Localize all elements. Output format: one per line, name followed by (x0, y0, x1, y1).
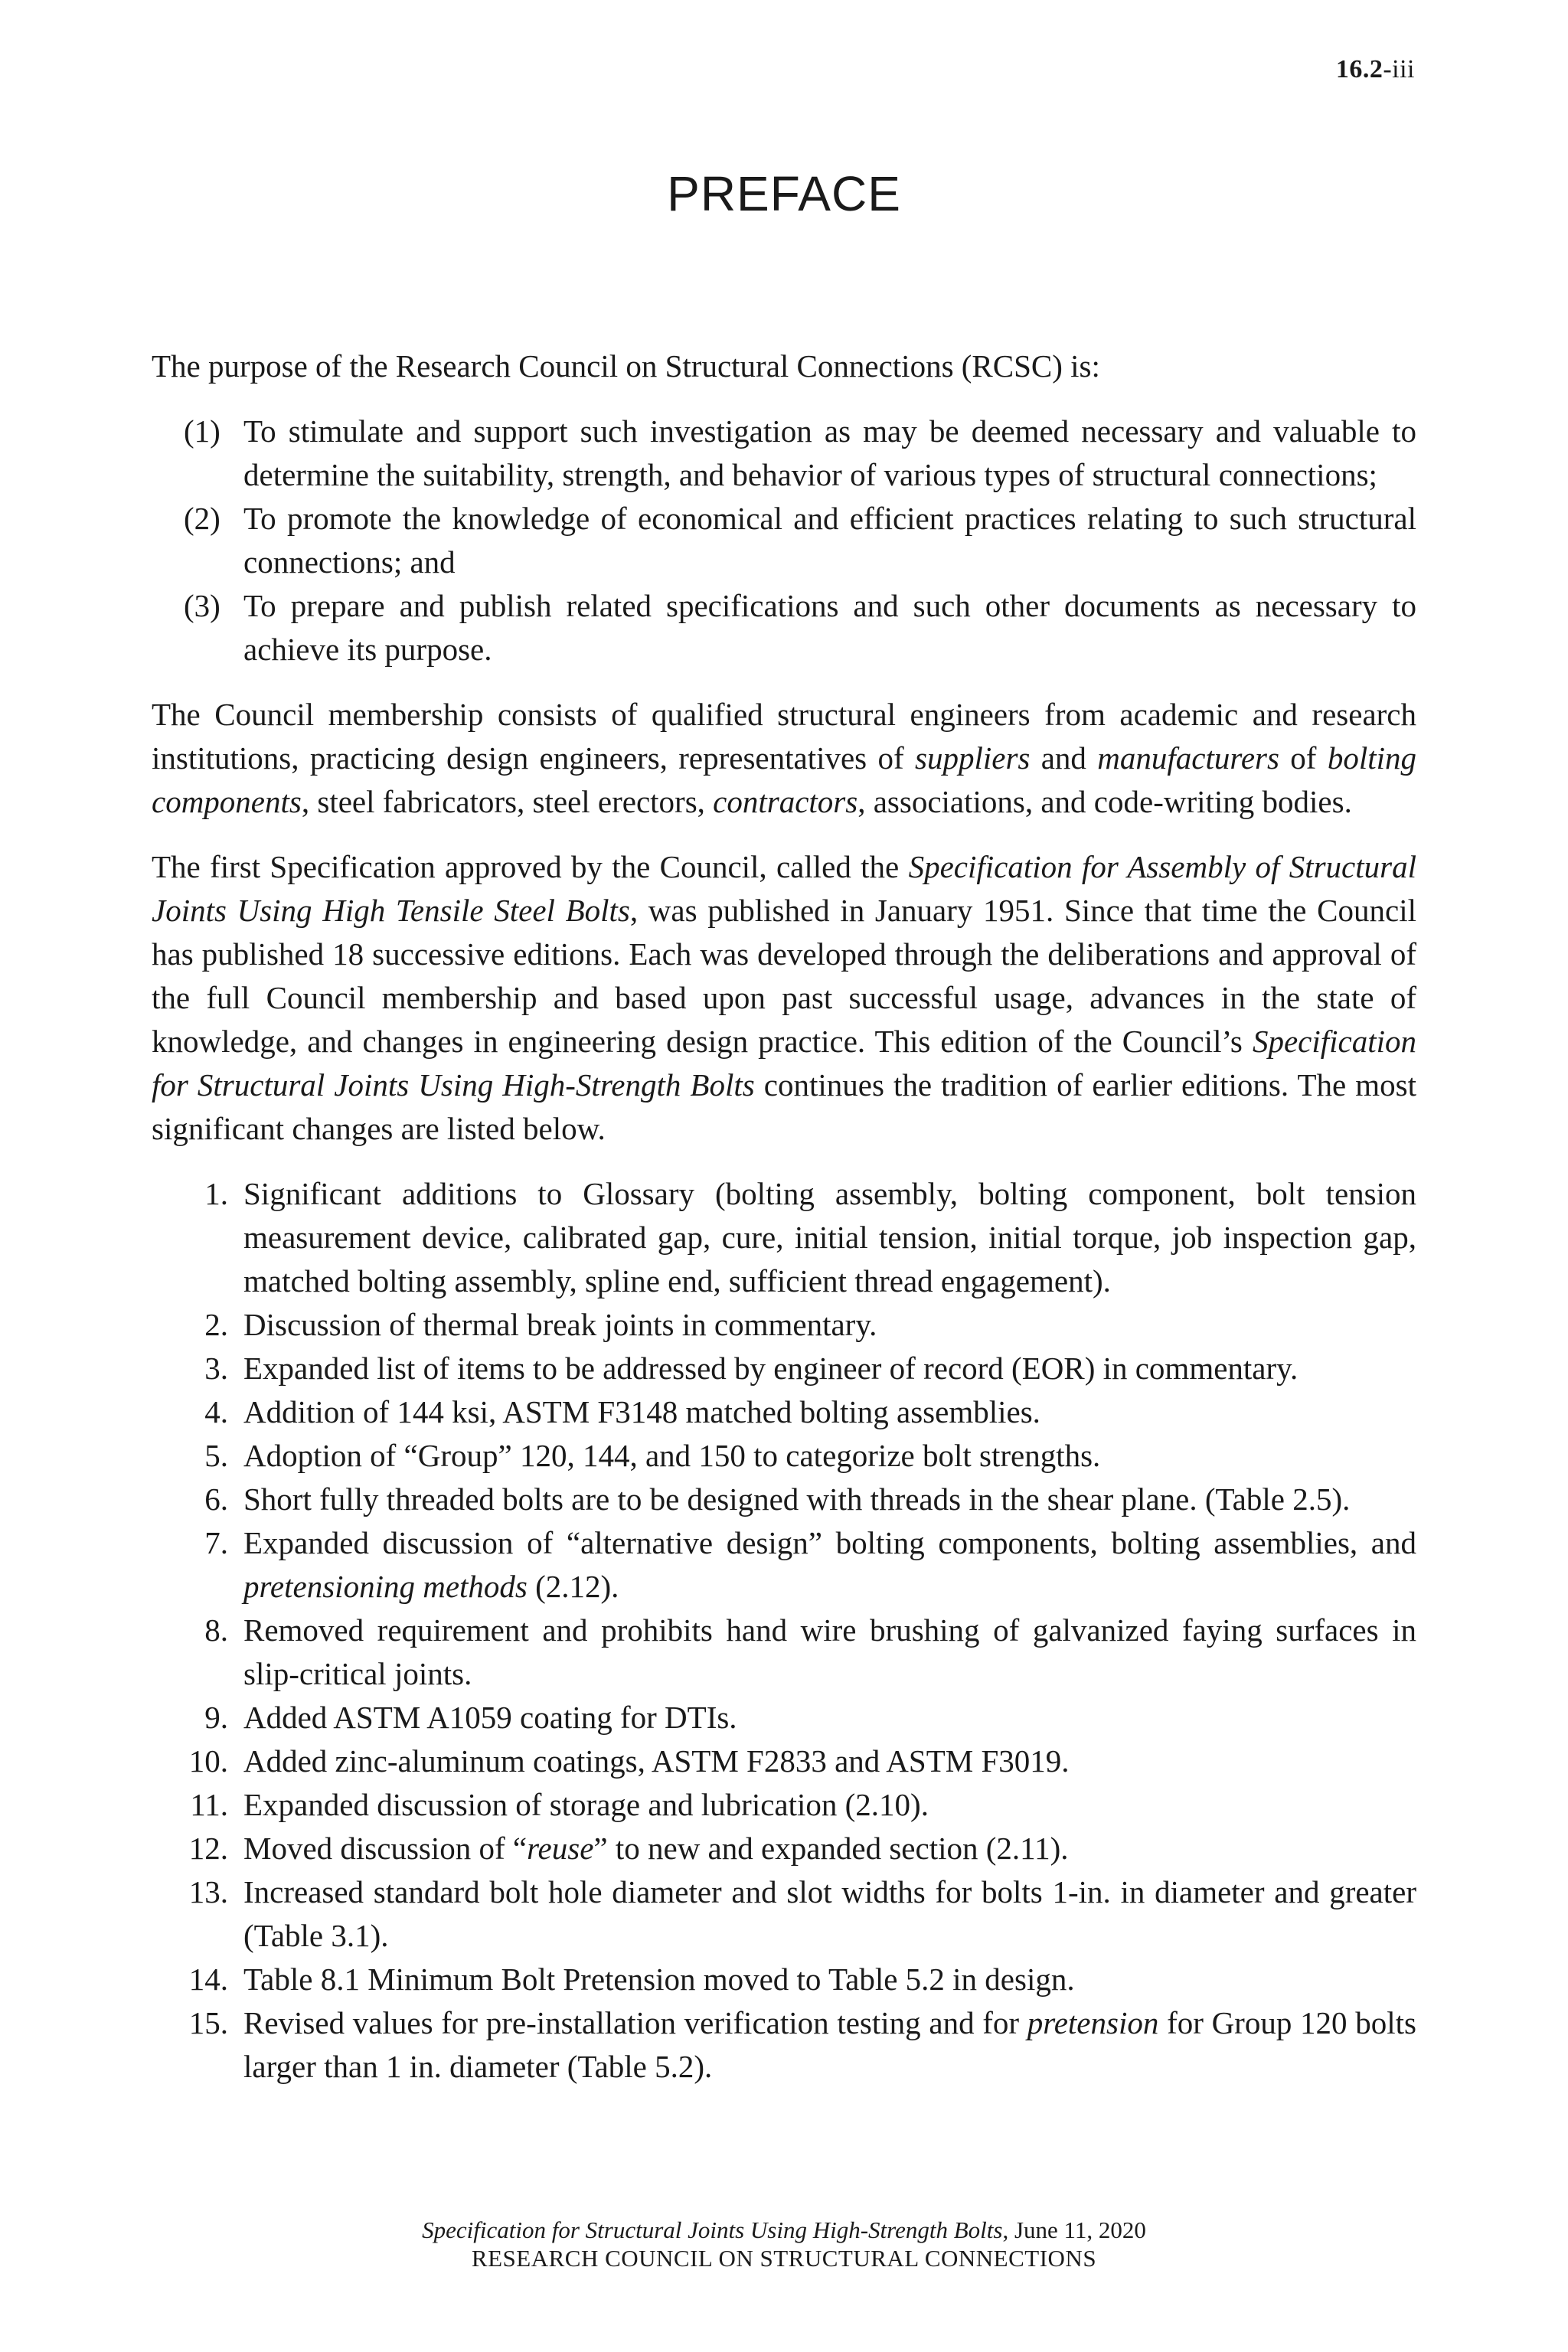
change-number: 5. (204, 1438, 228, 1473)
footer-spec-line (0, 2216, 1568, 2244)
membership-term: manufacturers (1097, 740, 1279, 776)
change-item (152, 1478, 1416, 1521)
change-item (152, 1740, 1416, 1783)
change-number: 6. (204, 1481, 228, 1517)
change-number: 15. (188, 2005, 228, 2040)
change-number: 3. (204, 1351, 228, 1386)
footer-date: , June 11, 2020 (1002, 2216, 1146, 2243)
change-number: 11. (190, 1787, 228, 1822)
change-number: 9. (204, 1700, 228, 1735)
membership-text: , steel fabricators, steel erectors, (301, 784, 714, 819)
history-text: The first Specification approved by the Council, called the (152, 849, 909, 884)
change-item (152, 1347, 1416, 1390)
change-text-after: for Group 120 bolts larger than 1 in. diameter (Table 5.2). (243, 2005, 1416, 2084)
change-item (152, 1434, 1416, 1478)
history-spec-title: Specification for Structural Joints Using High-Strength Bolts (152, 1024, 1416, 1102)
membership-text: and (1030, 740, 1098, 776)
change-italic-term: reuse (527, 1831, 594, 1866)
purpose-text: To promote the knowledge of economical and efficient practices relating to such structural connections; and (243, 501, 1416, 580)
change-text: Added zinc-aluminum coatings, ASTM F2833 and ASTM F3019. (243, 1743, 1070, 1779)
membership-text: , associations, and code-writing bodies. (858, 784, 1352, 819)
footer-spec-title: Specification for Structural Joints Using High-Strength Bolts (422, 2216, 1003, 2243)
purpose-marker: (3) (184, 588, 220, 623)
change-text: Significant additions to Glossary (bolting assembly, bolting component, bolt tension measurement device, calibrated gap, cure, initial tension, initial torque, job inspection gap, matched bolting assembly, spline end, sufficient thread engagement). (243, 1176, 1416, 1298)
change-text: Increased standard bolt hole diameter and slot widths for bolts 1-in. in diameter and greater (Table 3.1). (243, 1874, 1416, 1953)
change-text: Moved discussion of “ (243, 1831, 528, 1866)
change-text-after: ” to new and expanded section (2.11). (593, 1831, 1069, 1866)
page-number (1336, 55, 1415, 84)
document-body (152, 345, 1416, 2089)
history-text: , was published in January 1951. Since that time the Council has published 18 successive editions. Each was developed through the deliberations and approval of the full Council membership and based upon past successful usage, advances in the state of knowledge, and changes in engineering design practice. This edition of the Council’s (152, 893, 1417, 1059)
change-text: Expanded discussion of “alternative design” bolting components, bolting assemblies, and (243, 1525, 1416, 1560)
change-item (152, 1303, 1416, 1347)
purpose-text: To prepare and publish related specifications and such other documents as necessary to achieve its purpose. (243, 588, 1416, 667)
change-number: 14. (188, 1962, 228, 1997)
change-item (152, 1521, 1416, 1609)
change-item (152, 1827, 1416, 1870)
change-item (152, 1958, 1416, 2001)
change-number: 13. (188, 1874, 228, 1909)
purpose-marker: (1) (184, 413, 220, 449)
page-title: PREFACE (667, 166, 901, 221)
page-footer (0, 2216, 1568, 2272)
change-text: Added ASTM A1059 coating for DTIs. (243, 1700, 737, 1735)
change-text: Discussion of thermal break joints in commentary. (243, 1307, 877, 1342)
membership-paragraph (152, 693, 1416, 824)
change-number: 2. (204, 1307, 228, 1342)
change-number: 8. (204, 1612, 228, 1648)
change-number: 12. (188, 1831, 228, 1866)
change-text-after: (2.12). (527, 1569, 619, 1604)
purpose-item (152, 497, 1416, 584)
change-number: 4. (204, 1394, 228, 1429)
change-text: Short fully threaded bolts are to be designed with threads in the shear plane. (Table 2.5). (243, 1481, 1351, 1517)
change-item (152, 2001, 1416, 2089)
intro-paragraph: The purpose of the Research Council on Structural Connections (RCSC) is: (152, 348, 1100, 384)
purpose-item (152, 410, 1416, 497)
page-number-section: 16.2 (1335, 55, 1383, 83)
change-number: 10. (188, 1743, 228, 1779)
change-text: Table 8.1 Minimum Bolt Pretension moved to Table 5.2 in design. (243, 1962, 1075, 1997)
membership-term: suppliers (915, 740, 1031, 776)
change-text: Addition of 144 ksi, ASTM F3148 matched bolting assemblies. (243, 1394, 1040, 1429)
change-item (152, 1870, 1416, 1958)
change-italic-term: pretensioning methods (243, 1569, 528, 1604)
change-number: 7. (204, 1525, 228, 1560)
change-item (152, 1609, 1416, 1696)
footer-council: RESEARCH COUNCIL ON STRUCTURAL CONNECTIONS (471, 2245, 1097, 2272)
change-italic-term: pretension (1027, 2005, 1159, 2040)
change-text: Revised values for pre-installation verification testing and for (243, 2005, 1027, 2040)
history-spec-title: Specification for Assembly of Structural Joints Using High Tensile Steel Bolts (152, 849, 1416, 928)
history-text: continues the tradition of earlier editions. The most significant changes are listed below. (152, 1067, 1417, 1146)
purpose-list (152, 410, 1416, 671)
purpose-marker: (2) (184, 501, 220, 536)
change-item (152, 1783, 1416, 1827)
history-paragraph (152, 845, 1416, 1151)
change-item (152, 1696, 1416, 1740)
membership-text: The Council membership consists of qualified structural engineers from academic and research institutions, practicing design engineers, representatives of (152, 697, 1416, 776)
change-text: Removed requirement and prohibits hand wire brushing of galvanized faying surfaces in slip-critical joints. (243, 1612, 1416, 1691)
membership-text: of (1279, 740, 1328, 776)
change-item (152, 1172, 1416, 1303)
purpose-item (152, 584, 1416, 671)
membership-term: contractors (713, 784, 858, 819)
change-text: Expanded list of items to be addressed by engineer of record (EOR) in commentary. (243, 1351, 1298, 1386)
change-text: Adoption of “Group” 120, 144, and 150 to categorize bolt strengths. (243, 1438, 1101, 1473)
membership-term: bolting components (152, 740, 1416, 819)
change-number: 1. (204, 1176, 228, 1211)
changes-list (152, 1172, 1416, 2089)
page-number-suffix: -iii (1383, 55, 1415, 83)
purpose-text: To stimulate and support such investigation as may be deemed necessary and valuable to determine the suitability, strength, and behavior of various types of structural connections; (243, 413, 1416, 492)
change-text: Expanded discussion of storage and lubrication (2.10). (243, 1787, 929, 1822)
change-item (152, 1390, 1416, 1434)
